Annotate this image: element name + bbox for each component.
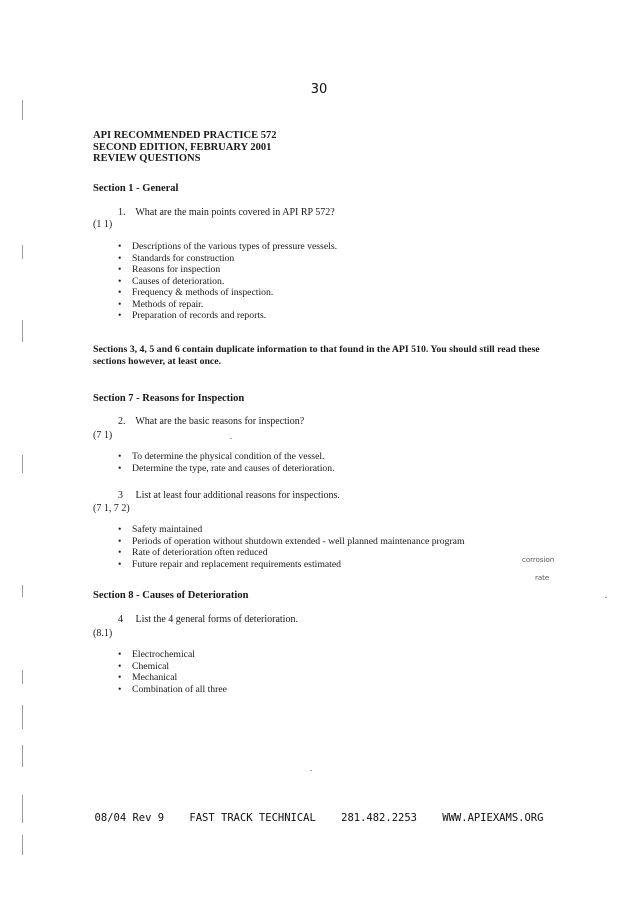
answer-item: • Standards for construction — [118, 253, 337, 265]
scan-speck — [230, 438, 232, 439]
scan-margin-mark — [22, 795, 23, 823]
answer-item: • Electrochemical — [118, 649, 227, 661]
scan-margin-mark — [22, 245, 23, 259]
page-footer — [0, 812, 638, 824]
question-3-answers — [118, 524, 465, 570]
scan-margin-mark — [22, 100, 23, 120]
answer-item: • To determine the physical condition of the vessel. — [118, 451, 335, 463]
scan-speck — [310, 770, 312, 771]
answer-item: • Future repair and replacement requirements estimated — [118, 559, 465, 571]
question-3-text: List at least four additional reasons for inspections. — [135, 490, 340, 501]
sections-note: Sections 3, 4, 5 and 6 contain duplicate information to that found in the API 510. You should still read these sections however, at least once. — [93, 344, 540, 367]
section-8-title: Section 8 - Causes of Deterioration — [93, 590, 249, 601]
footer-phone: 281.482.2253 — [341, 812, 417, 824]
footer-website: WWW.APIEXAMS.ORG — [442, 812, 544, 824]
header-line-1: API RECOMMENDED PRACTICE 572 — [93, 130, 277, 141]
section-7-title: Section 7 - Reasons for Inspection — [93, 393, 245, 404]
question-4 — [118, 614, 298, 625]
question-4-answers — [118, 649, 227, 695]
scan-margin-mark — [22, 585, 23, 597]
handwritten-note-corrosion: corrosion — [522, 556, 555, 564]
handwritten-note-rate: rate — [535, 574, 550, 582]
answer-item: • Rate of deterioration often reduced — [118, 547, 465, 559]
footer-revision: 08/04 Rev 9 — [94, 812, 165, 824]
scan-margin-mark — [22, 745, 23, 767]
question-2 — [118, 416, 304, 427]
footer-company: FAST TRACK TECHNICAL — [189, 812, 316, 824]
question-4-number: 4 — [118, 614, 123, 625]
question-3 — [118, 490, 340, 501]
page-number: 30 — [310, 82, 328, 97]
answer-item: • Descriptions of the various types of pressure vessels. — [118, 241, 337, 253]
question-1-ref: (1 1) — [93, 219, 113, 230]
question-2-ref: (7 1) — [93, 430, 113, 441]
question-2-text: What are the basic reasons for inspection? — [135, 416, 305, 427]
scan-margin-mark — [22, 320, 23, 342]
question-3-number: 3 — [118, 490, 123, 501]
scan-speck — [605, 597, 607, 598]
question-4-ref: (8.1) — [93, 628, 113, 639]
answer-item: • Reasons for inspection — [118, 264, 337, 276]
answer-item: • Preparation of records and reports. — [118, 310, 337, 322]
question-1-answers — [118, 241, 337, 322]
answer-item: • Methods of repair. — [118, 299, 337, 311]
question-1-text: What are the main points covered in API RP 572? — [135, 207, 335, 218]
answer-item: • Safety maintained — [118, 524, 465, 536]
header-line-2: SECOND EDITION, FEBRUARY 2001 — [93, 141, 272, 153]
question-1-number: 1. — [118, 207, 126, 218]
answer-item: • Combination of all three — [118, 684, 227, 696]
scan-margin-mark — [22, 455, 23, 473]
answer-item: • Chemical — [118, 661, 227, 673]
scan-margin-mark — [22, 835, 23, 855]
scan-margin-mark — [22, 670, 23, 684]
answer-item: • Frequency & methods of inspection. — [118, 287, 337, 299]
question-2-answers — [118, 451, 335, 474]
question-3-ref: (7 1, 7 2) — [93, 503, 130, 514]
answer-item: • Causes of deterioration. — [118, 276, 337, 288]
scan-margin-mark — [22, 705, 23, 729]
question-1 — [118, 207, 335, 218]
section-1-title: Section 1 - General — [93, 183, 179, 194]
document-header — [93, 130, 276, 165]
question-4-text: List the 4 general forms of deterioration. — [135, 614, 298, 625]
answer-item: • Mechanical — [118, 672, 227, 684]
answer-item: • Periods of operation without shutdown extended - well planned maintenance program — [118, 536, 465, 548]
answer-item: • Determine the type, rate and causes of deterioration. — [118, 463, 335, 475]
header-line-3: REVIEW QUESTIONS — [93, 153, 201, 164]
question-2-number: 2. — [118, 416, 126, 427]
